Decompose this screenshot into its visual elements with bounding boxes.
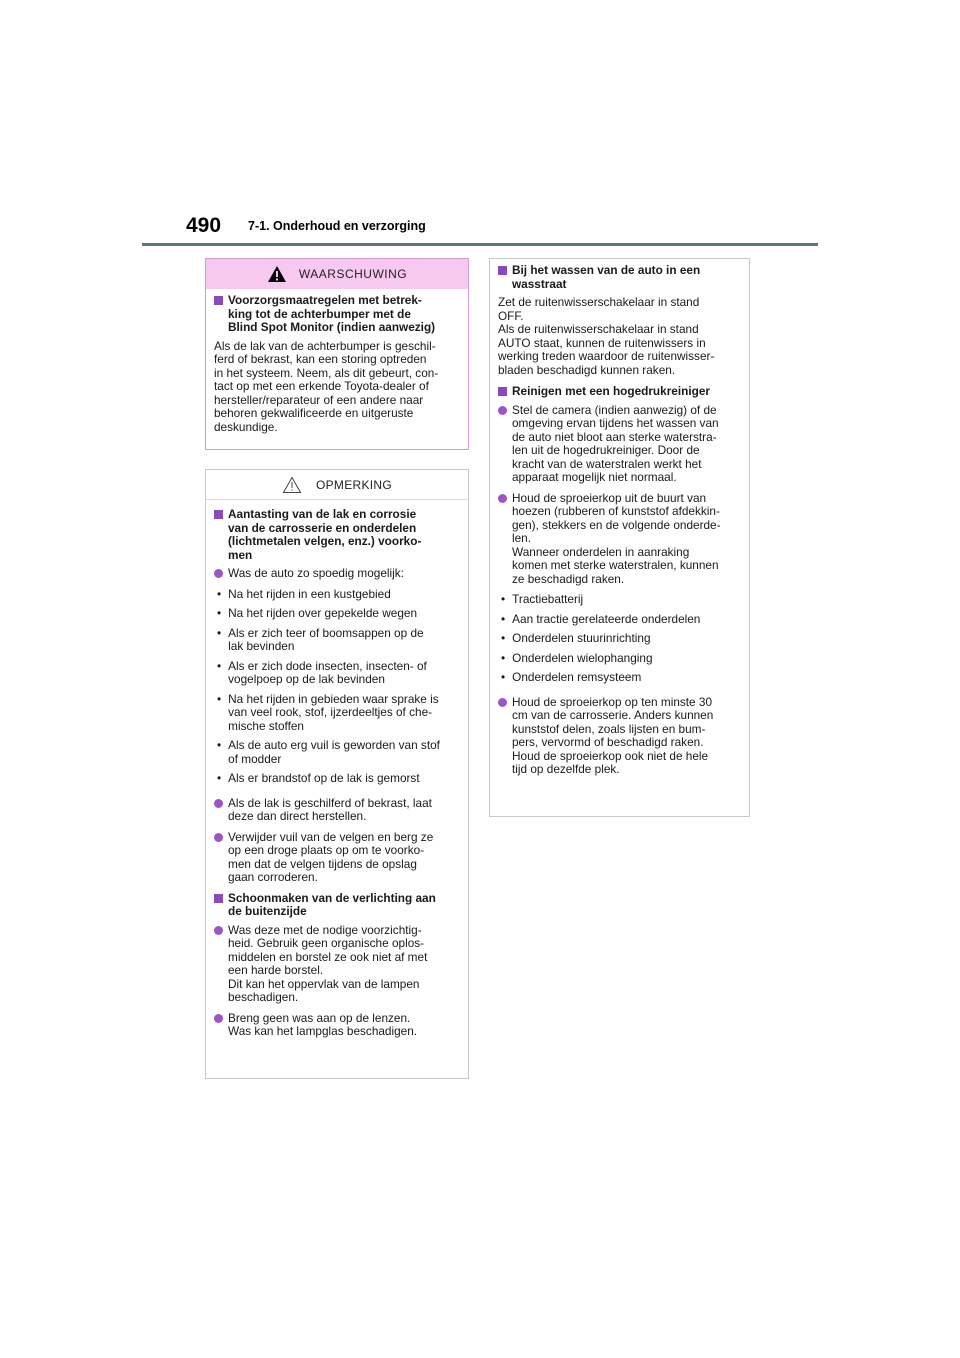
- right-column-box: [489, 258, 750, 817]
- heading-car-wash: Bij het wassen van de auto in een wasstraat: [498, 264, 741, 291]
- warning-text: Als de lak van de achterbumper is geschil- ferd of bekrast, kan een storing optreden in het systeem. Neem, als dit gebeurt, con- tact op met een erkende Toyota-dealer of hersteller/reparateur of een andere naar behoren gekwalificeerde en uitgeruste deskundige.: [214, 338, 439, 434]
- round-bullet-icon: [214, 1014, 223, 1023]
- warning-header: [206, 259, 468, 289]
- round-bullet-icon: [214, 833, 223, 842]
- bullet-item: Was deze met de nodige voorzichtig- heid. Gebruik geen organische oplos- middelen en borstel ze ook niet af met een harde borstel. Dit kan het oppervlak van de lampen beschadigen.: [214, 924, 460, 1005]
- bullet-item: Verwijder vuil van de velgen en berg ze op een droge plaats op om te voorko- men dat de velgen tijdens de opslag gaan corroderen.: [214, 831, 460, 885]
- note-box: [205, 469, 469, 1079]
- note-header: [206, 470, 468, 500]
- square-bullet-icon: [498, 387, 507, 396]
- sub-item: • Aan tractie gerelateerde onderdelen: [501, 611, 701, 626]
- sub-item: • Onderdelen wielophanging: [501, 650, 653, 665]
- car-wash-text: Zet de ruitenwisserschakelaar in stand OFF. Als de ruitenwisserschakelaar in stand AUTO staat, kunnen de ruitenwissers in werking treden waardoor de ruitenwisser- bladen beschadigd kunnen raken.: [498, 295, 715, 377]
- warning-triangle-icon: [267, 265, 287, 283]
- page-number: 490: [186, 214, 222, 237]
- square-bullet-icon: [214, 894, 223, 903]
- round-bullet-icon: [498, 494, 507, 503]
- warning-heading: Voorzorgsmaatregelen met betrek- king tot de achterbumper met de Blind Spot Monitor (indien aanwezig): [214, 294, 460, 335]
- sub-item: • Als de auto erg vuil is geworden van stof of modder: [217, 738, 440, 766]
- caution-triangle-outline-icon: [282, 476, 302, 494]
- square-bullet-icon: [498, 266, 507, 275]
- round-bullet-icon: [214, 569, 223, 578]
- bullet-item: Was de auto zo spoedig mogelijk:: [214, 567, 460, 581]
- note-heading-lights: Schoonmaken van de verlichting aan de buitenzijde: [214, 892, 460, 919]
- bullet-item: Houd de sproeierkop uit de buurt van hoezen (rubberen of kunststof afdekkin- gen), stekkers en de volgende onderde- len. Wanneer onderdelen in aanraking komen met sterke waterstralen, kunnen ze beschadigd raken.: [498, 492, 741, 587]
- sub-item: • Na het rijden in een kustgebied: [217, 586, 391, 601]
- sub-item: • Onderdelen remsysteem: [501, 670, 642, 684]
- warning-title: WAARSCHUWING: [298, 267, 408, 281]
- sub-item: • Als er zich teer of boomsappen op de lak bevinden: [217, 625, 424, 653]
- round-bullet-icon: [498, 406, 507, 415]
- sub-item: • Onderdelen stuurinrichting: [501, 631, 651, 645]
- sub-item: • Na het rijden in gebieden waar sprake is van veel rook, stof, ijzerdeeltjes of che- mische stoffen: [217, 691, 439, 733]
- round-bullet-icon: [214, 926, 223, 935]
- bullet-item: Breng geen was aan op de lenzen. Was kan het lampglas beschadigen.: [214, 1012, 460, 1039]
- warning-box: [205, 258, 469, 450]
- bullet-item: Stel de camera (indien aanwezig) of de omgeving ervan tijdens het wassen van de auto niet bloot aan sterke waterstra- len uit de hogedrukreiniger. Door de kracht van de waterstralen werkt het apparaat mogelijk niet normaal.: [498, 404, 741, 485]
- bullet-item: Als de lak is geschilferd of bekrast, laat deze dan direct herstellen.: [214, 797, 460, 824]
- square-bullet-icon: [214, 510, 223, 519]
- sub-item: • Tractiebatterij: [501, 592, 584, 606]
- section-title: 7-1. Onderhoud en verzorging: [248, 219, 426, 233]
- note-title: OPMERKING: [315, 477, 393, 492]
- bullet-item: Houd de sproeierkop op ten minste 30 cm van de carrosserie. Anders kunnen kunststof delen, zoals lijsten en bum- pers, vervormd of beschadigd raken. Houd de sproeierkop ook niet de hele tijd op dezelfde plek.: [498, 696, 741, 777]
- square-bullet-icon: [214, 296, 223, 305]
- round-bullet-icon: [498, 698, 507, 707]
- sub-item: • Als er zich dode insecten, insecten- of vogelpoep op de lak bevinden: [217, 658, 427, 686]
- sub-item: • Als er brandstof op de lak is gemorst: [217, 771, 420, 785]
- round-bullet-icon: [214, 799, 223, 808]
- header-rule: [142, 243, 818, 246]
- note-heading-paint: Aantasting van de lak en corrosie van de carrosserie en onderdelen (lichtmetalen velgen, enz.) voorko- men: [214, 508, 460, 562]
- heading-pressure-washer: Reinigen met een hogedrukreiniger: [498, 385, 741, 399]
- sub-item: • Na het rijden over gepekelde wegen: [217, 606, 418, 620]
